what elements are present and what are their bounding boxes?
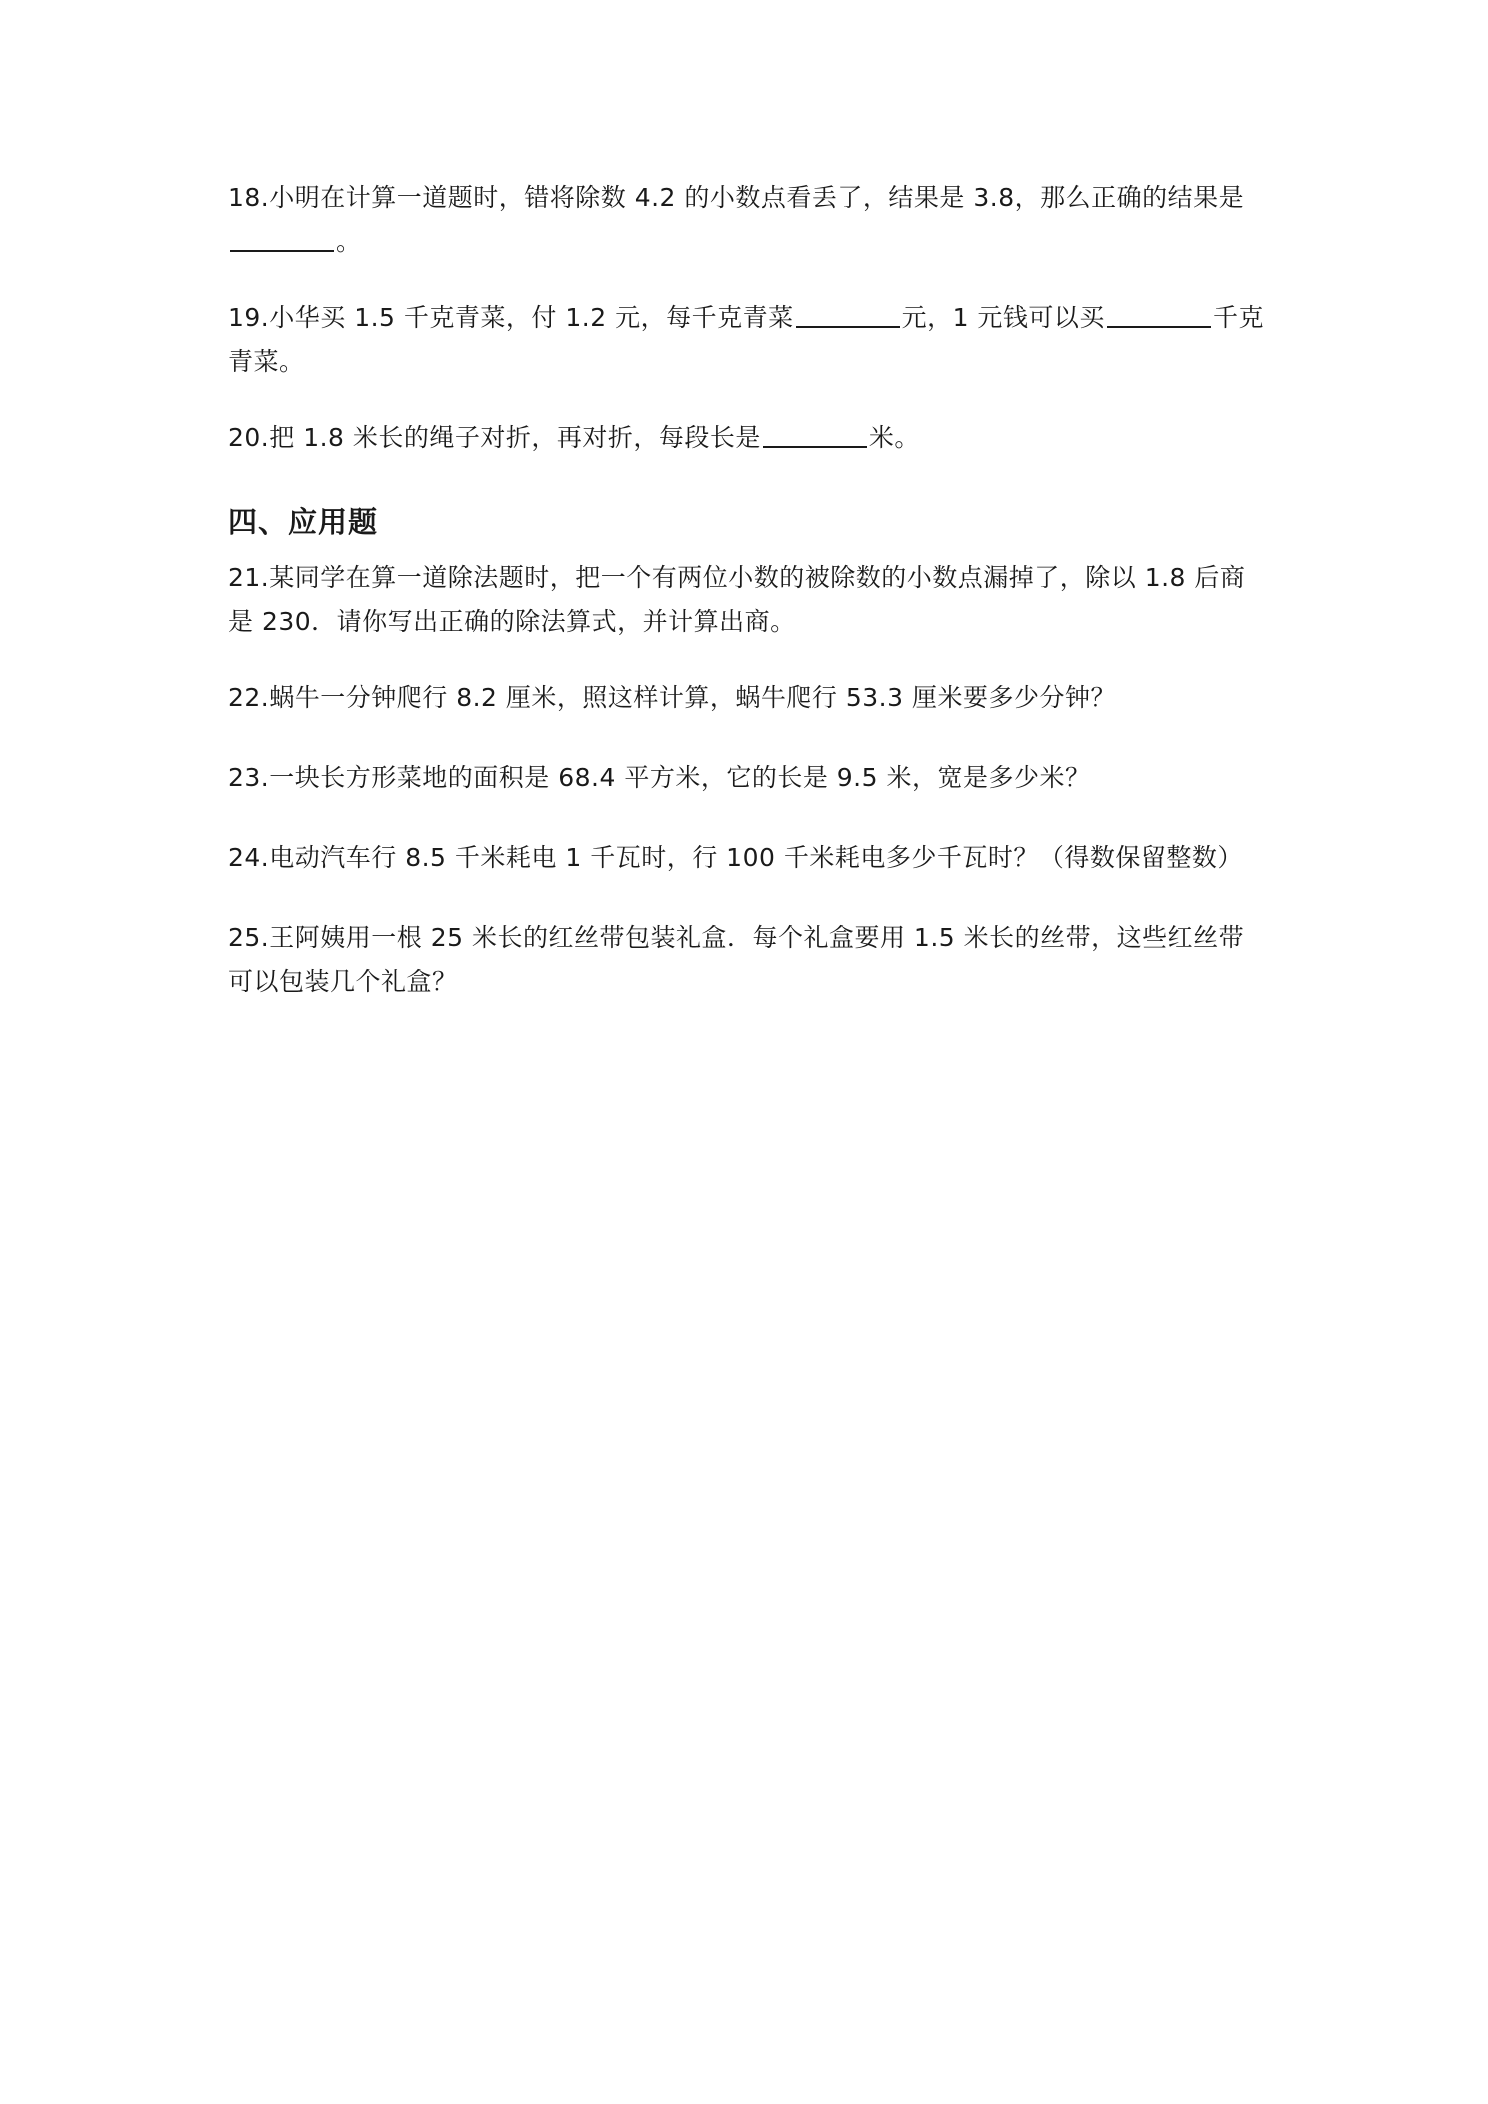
answer-blank <box>1107 298 1211 328</box>
question-20-text: 20.把 1.8 米长的绳子对折，再对折，每段长是 <box>228 423 761 452</box>
section-title: 四、应用题 <box>228 505 379 539</box>
question-25: 25.王阿姨用一根 25 米长的红丝带包装礼盒．每个礼盒要用 1.5 米长的丝带，这些红丝带可以包装几个礼盒？ <box>228 923 1245 996</box>
question-18-text: 18.小明在计算一道题时，错将除数 4.2 的小数点看丢了，结果是 3.8，那么正确的结果是 <box>228 183 1245 212</box>
question-22: 22.蜗牛一分钟爬行 8.2 厘米，照这样计算，蜗牛爬行 53.3 厘米要多少分钟？ <box>228 683 1116 712</box>
question-24: 24.电动汽车行 8.5 千米耗电 1 千瓦时，行 100 千米耗电多少千瓦时？（得数保留整数） <box>228 843 1243 872</box>
question-23: 23.一块长方形菜地的面积是 68.4 平方米，它的长是 9.5 米，宽是多少米？ <box>228 763 1091 792</box>
answer-blank <box>763 418 867 448</box>
question-21: 21.某同学在算一道除法题时，把一个有两位小数的被除数的小数点漏掉了，除以 1.8 后商是 230．请你写出正确的除法算式，并计算出商。 <box>228 563 1246 636</box>
question-18-end: 。 <box>336 227 362 256</box>
question-20 <box>228 416 1268 460</box>
question-20-end: 米。 <box>868 423 920 452</box>
question-19-end: 千克青菜。 <box>228 303 1264 376</box>
question-19-middle: 元，1 元钱可以买 <box>901 303 1105 332</box>
question-19 <box>228 296 1268 384</box>
question-18 <box>228 176 1268 264</box>
answer-blank <box>796 298 900 328</box>
question-19-text: 19.小华买 1.5 千克青菜，付 1.2 元，每千克青菜 <box>228 303 794 332</box>
answer-blank <box>230 222 334 252</box>
